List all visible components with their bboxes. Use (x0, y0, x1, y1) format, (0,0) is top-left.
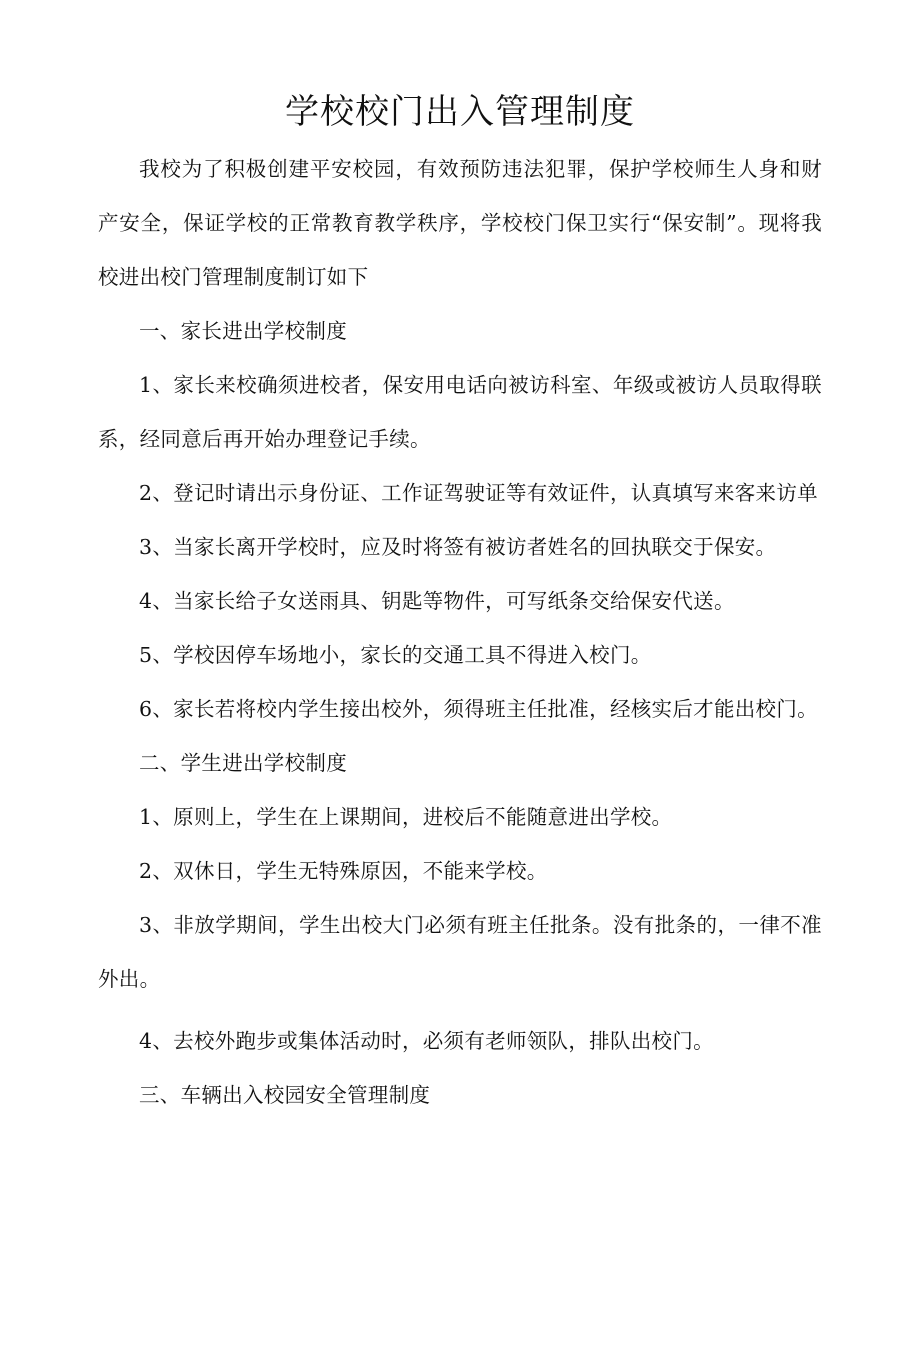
parents-rule-3: 3、当家长离开学校时，应及时将签有被访者姓名的回执联交于保安。 (139, 535, 777, 559)
students-rule-1: 1、原则上，学生在上课期间，进校后不能随意进出学校。 (139, 805, 673, 829)
parents-rule-5: 5、学校因停车场地小，家长的交通工具不得进入校门。 (139, 643, 652, 667)
parents-rule-4: 4、当家长给子女送雨具、钥匙等物件，可写纸条交给保安代送。 (139, 589, 735, 613)
document-title: 学校校门出入管理制度 (285, 92, 635, 132)
parents-rule-6: 6、家长若将校内学生接出校外，须得班主任批准，经核实后才能出校门。 (139, 697, 818, 721)
students-rule-2: 2、双休日，学生无特殊原因，不能来学校。 (139, 859, 548, 883)
section-heading-parents: 一、家长进出学校制度 (139, 319, 347, 343)
intro-paragraph: 我校为了积极创建平安校园，有效预防违法犯罪，保护学校师生人身和财产安全，保证学校的正常教育教学秩序，学校校门保卫实行“保安制”。现将我校进出校门管理制度制订如下 (98, 157, 822, 289)
section-heading-students: 二、学生进出学校制度 (139, 751, 347, 775)
students-rule-3: 3、非放学期间，学生出校大门必须有班主任批条。没有批条的，一律不准外出。 (98, 913, 822, 991)
parents-rule-2: 2、登记时请出示身份证、工作证驾驶证等有效证件，认真填写来客来访单 (139, 481, 818, 505)
parents-rule-1: 1、家长来校确须进校者，保安用电话向被访科室、年级或被访人员取得联系，经同意后再开始办理登记手续。 (98, 373, 822, 451)
students-rule-4: 4、去校外跑步或集体活动时，必须有老师领队，排队出校门。 (139, 1029, 714, 1053)
section-heading-vehicles: 三、车辆出入校园安全管理制度 (139, 1083, 431, 1107)
